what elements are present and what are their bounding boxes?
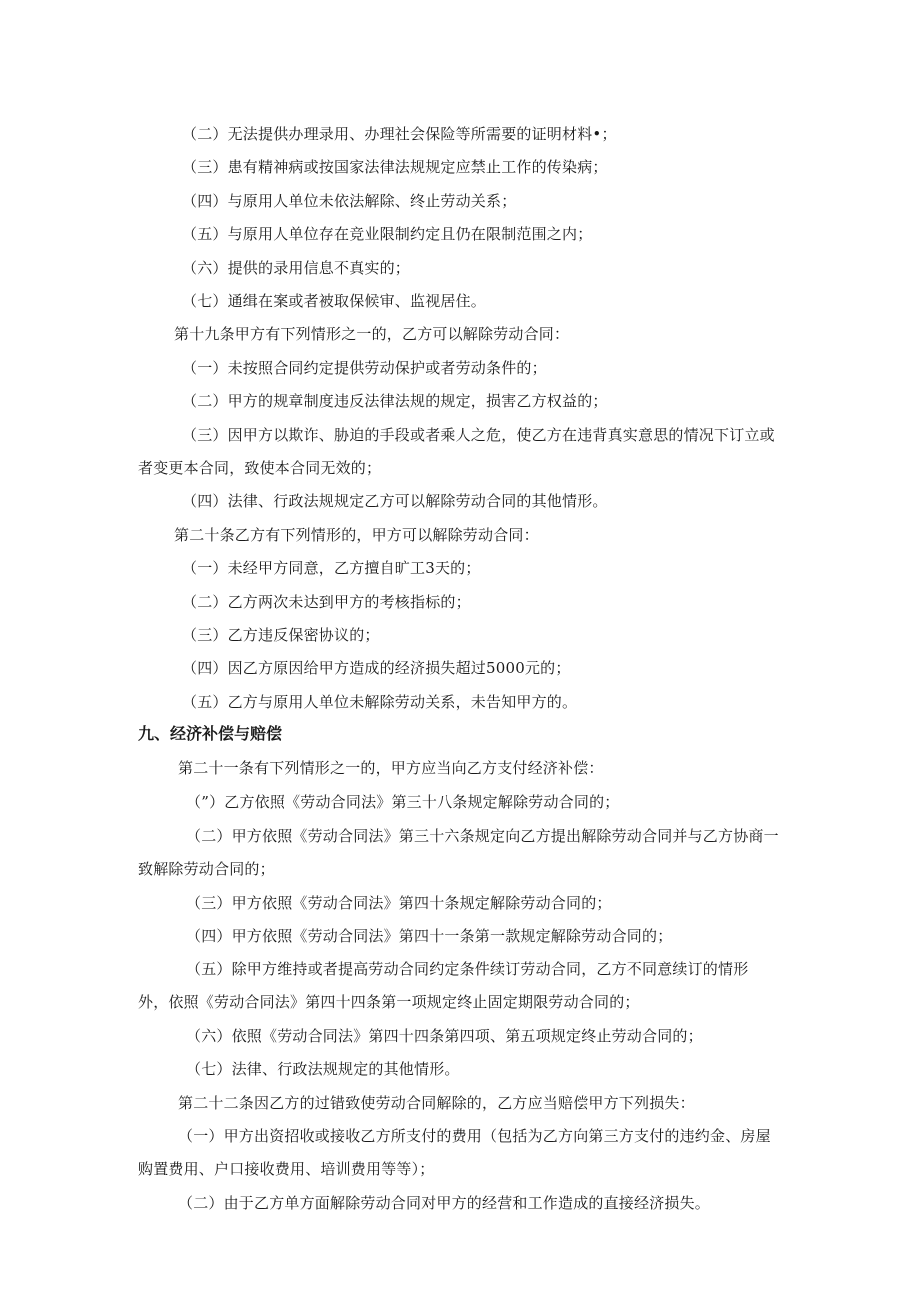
clause-20-item-4: （四）因乙方原因给甲方造成的经济损失超过5000元的； bbox=[182, 659, 571, 677]
clause-19-item-3: （三）因甲方以欺诈、胁迫的手段或者乘人之危，使乙方在违背真实意思的情况下订立或 bbox=[182, 426, 775, 444]
section-9-heading: 九、经济补偿与赔偿 bbox=[138, 724, 283, 743]
clause-22-item-1-cont: 购置费用、户口接收费用、培训费用等等）； bbox=[138, 1160, 435, 1178]
clause-21-item-2: （二）甲方依照《劳动合同法》第三十六条规定向乙方提出解除劳动合同并与乙方协商一 bbox=[186, 827, 779, 845]
clause-18-item-5: （五）与原用人单位存在竞业限制约定且仍在限制范围之内； bbox=[182, 225, 593, 243]
clause-21-item-3: （三）甲方依照《劳动合同法》第四十条规定解除劳动合同的； bbox=[186, 894, 612, 912]
clause-18-item-6: （六）提供的录用信息不真实的； bbox=[182, 259, 411, 277]
clause-21-item-5: （五）除甲方维持或者提高劳动合同约定条件续订劳动合同，乙方不同意续订的情形 bbox=[186, 960, 749, 978]
clause-21-item-2-cont: 致解除劳动合同的； bbox=[138, 860, 275, 878]
clause-21-item-4: （四）甲方依照《劳动合同法》第四十一条第一款规定解除劳动合同的； bbox=[186, 927, 673, 945]
clause-21-title: 第二十一条有下列情形之一的，甲方应当向乙方支付经济补偿： bbox=[178, 759, 604, 777]
clause-22-title: 第二十二条因乙方的过错致使劳动合同解除的，乙方应当赔偿甲方下列损失： bbox=[178, 1094, 695, 1112]
clause-20-item-1: （一）未经甲方同意，乙方擅自旷工3天的； bbox=[182, 559, 481, 577]
clause-19-item-4: （四）法律、行政法规规定乙方可以解除劳动合同的其他情形。 bbox=[182, 492, 608, 510]
clause-21-item-1: （”）乙方依照《劳动合同法》第三十八条规定解除劳动合同的； bbox=[186, 793, 620, 811]
clause-19-item-3-cont: 者变更本合同，致使本合同无效的； bbox=[138, 459, 382, 477]
clause-21-item-5-cont: 外，依照《劳动合同法》第四十四条第一项规定终止固定期限劳动合同的； bbox=[138, 993, 640, 1011]
clause-18-item-3: （三）患有精神病或按国家法律法规规定应禁止工作的传染病； bbox=[182, 158, 608, 176]
clause-21-item-7: （七）法律、行政法规规定的其他情形。 bbox=[186, 1060, 460, 1078]
clause-18-item-2: （二）无法提供办理录用、办理社会保险等所需要的证明材料•； bbox=[182, 125, 617, 143]
clause-20-item-2: （二）乙方两次未达到甲方的考核指标的； bbox=[182, 593, 471, 611]
clause-21-item-6: （六）依照《劳动合同法》第四十四条第四项、第五项规定终止劳动合同的； bbox=[186, 1027, 703, 1045]
clause-22-item-2: （二）由于乙方单方面解除劳动合同对甲方的经营和工作造成的直接经济损失。 bbox=[178, 1194, 711, 1212]
clause-20-item-5: （五）乙方与原用人单位未解除劳动关系，未告知甲方的。 bbox=[182, 693, 578, 711]
clause-18-item-7: （七）通缉在案或者被取保候审、监视居住。 bbox=[182, 292, 487, 310]
clause-22-item-1: （一）甲方出资招收或接收乙方所支付的费用（包括为乙方向第三方支付的违约金、房屋 bbox=[178, 1127, 771, 1145]
clause-18-item-4: （四）与原用人单位未依法解除、终止劳动关系； bbox=[182, 192, 517, 210]
clause-20-item-3: （三）乙方违反保密协议的； bbox=[182, 626, 380, 644]
clause-20-title: 第二十条乙方有下列情形的，甲方可以解除劳动合同： bbox=[174, 526, 539, 544]
clause-19-item-2: （二）甲方的规章制度违反法律法规的规定，损害乙方权益的； bbox=[182, 392, 608, 410]
clause-19-item-1: （一）未按照合同约定提供劳动保护或者劳动条件的； bbox=[182, 359, 547, 377]
clause-19-title: 第十九条甲方有下列情形之一的，乙方可以解除劳动合同： bbox=[174, 325, 570, 343]
